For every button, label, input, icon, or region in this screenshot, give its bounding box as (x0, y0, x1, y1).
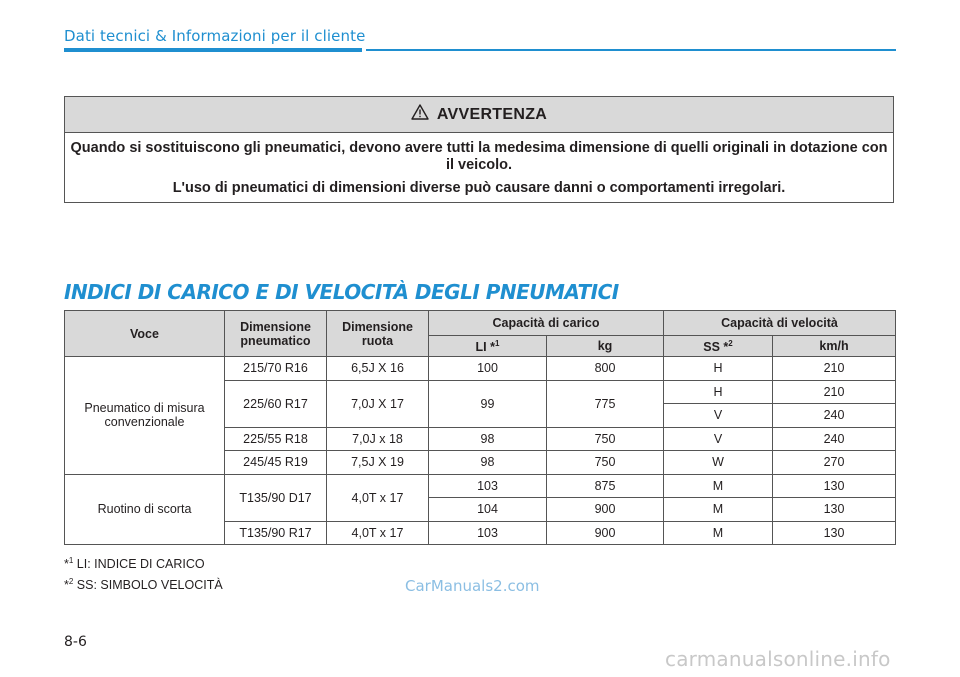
cell-wheel: 7,5J X 19 (327, 451, 429, 475)
cell-kg: 900 (547, 498, 664, 522)
cell-tire: 225/55 R18 (225, 427, 327, 451)
warning-title: AVVERTENZA (436, 105, 548, 123)
warning-text-2: L'uso di pneumatici di dimensioni diverse può causare danni o comportamenti irregolari. (172, 180, 786, 196)
cell-ss: H (664, 380, 773, 404)
warning-text-1: Quando si sostituiscono gli pneumatici, devono avere tutti la medesima dimensione di quelli originali in dotazione con il veicolo. (70, 140, 888, 173)
cell-kmh: 240 (773, 404, 896, 428)
cell-kg: 800 (547, 357, 664, 381)
header-dim-pneumatico: Dimensione pneumatico (225, 311, 327, 357)
cell-wheel: 6,5J X 16 (327, 357, 429, 381)
cell-ss: W (664, 451, 773, 475)
cell-li: 103 (429, 521, 547, 545)
cell-ss: H (664, 357, 773, 381)
footnotes (64, 552, 223, 594)
cell-kg: 900 (547, 521, 664, 545)
cell-li: 104 (429, 498, 547, 522)
cell-kg: 750 (547, 451, 664, 475)
cell-tire: T135/90 D17 (225, 474, 327, 521)
cell-kmh: 130 (773, 474, 896, 498)
header-kg: kg (547, 336, 664, 357)
cell-tire: 225/60 R17 (225, 380, 327, 427)
tire-spec-table (64, 310, 896, 545)
header-voce: Voce (65, 311, 225, 357)
cell-ss: V (664, 404, 773, 428)
cell-tire: 245/45 R19 (225, 451, 327, 475)
watermark: CarManuals2.com (405, 577, 540, 595)
warning-header (65, 97, 893, 133)
cell-kmh: 210 (773, 380, 896, 404)
warning-body (65, 133, 893, 197)
cell-kmh: 130 (773, 521, 896, 545)
cell-wheel: 7,0J x 18 (327, 427, 429, 451)
table-row (65, 357, 896, 381)
header-li: LI *$^1$ (429, 336, 547, 357)
group-label: Pneumatico di misura convenzionale (65, 357, 225, 475)
cell-kg: 750 (547, 427, 664, 451)
header-capacita-velocita: Capacità di velocità (664, 311, 896, 336)
cell-li: 100 (429, 357, 547, 381)
cell-ss: M (664, 521, 773, 545)
cell-ss: V (664, 427, 773, 451)
cell-kmh: 270 (773, 451, 896, 475)
warning-triangle-icon (411, 104, 429, 125)
footnote-1: *$^1$ LI: INDICE DI CARICO (64, 556, 205, 572)
warning-box (64, 96, 894, 203)
cell-li: 103 (429, 474, 547, 498)
cell-kg: 775 (547, 380, 664, 427)
main-title: INDICI DI CARICO E DI VELOCITÀ DEGLI PNEUMATICI (64, 280, 619, 304)
header-dim-ruota: Dimensione ruota (327, 311, 429, 357)
header-capacita-carico: Capacità di carico (429, 311, 664, 336)
cell-wheel: 4,0T x 17 (327, 521, 429, 545)
cell-li: 98 (429, 451, 547, 475)
header-rule-thin (366, 49, 896, 51)
cell-kmh: 130 (773, 498, 896, 522)
cell-wheel: 7,0J X 17 (327, 380, 429, 427)
cell-wheel: 4,0T x 17 (327, 474, 429, 521)
page-number: 8-6 (64, 634, 87, 650)
header-kmh: km/h (773, 336, 896, 357)
cell-ss: M (664, 498, 773, 522)
cell-kg: 875 (547, 474, 664, 498)
cell-kmh: 240 (773, 427, 896, 451)
group-label: Ruotino di scorta (65, 474, 225, 545)
cell-li: 98 (429, 427, 547, 451)
section-title: Dati tecnici & Informazioni per il cliente (64, 27, 366, 45)
header-rule-thick (64, 48, 362, 52)
cell-ss: M (664, 474, 773, 498)
cell-tire: T135/90 R17 (225, 521, 327, 545)
header-ss: SS *$^2$ (664, 336, 773, 357)
cell-kmh: 210 (773, 357, 896, 381)
cell-li: 99 (429, 380, 547, 427)
footnote-2: *$^2$ SS: SIMBOLO VELOCITÀ (64, 577, 223, 593)
cell-tire: 215/70 R16 (225, 357, 327, 381)
table-row (65, 474, 896, 498)
site-watermark: carmanualsonline.info (665, 647, 891, 671)
